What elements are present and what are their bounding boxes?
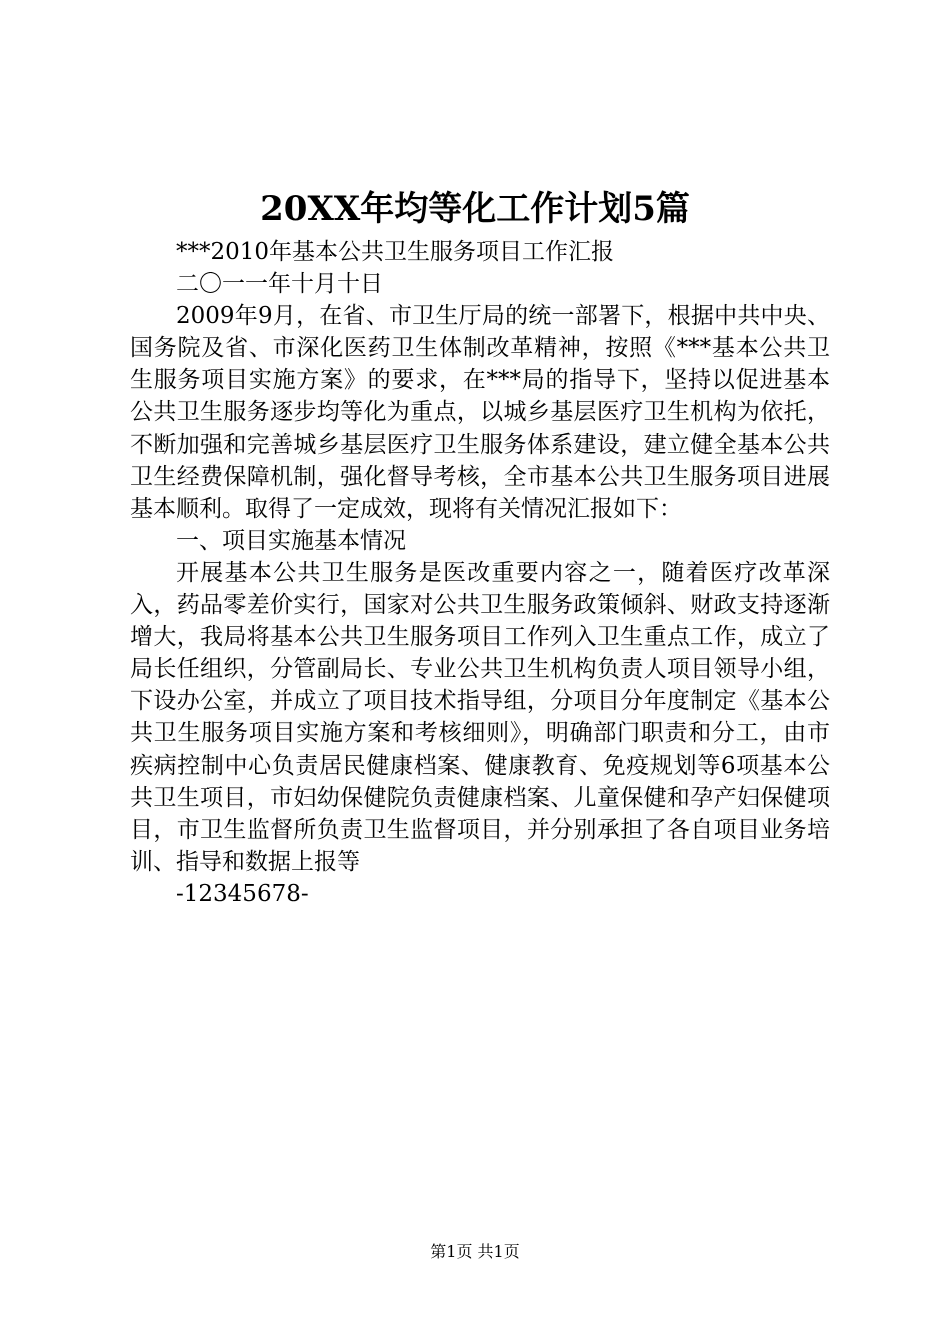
intro-paragraph: 2009年9月，在省、市卫生厅局的统一部署下，根据中共中央、国务院及省、市深化医药卫生体制改革精神，按照《***基本公共卫生服务项目实施方案》的要求，在***局的指导下，坚持以促进基本公共卫生服务逐步均等化为重点，以城乡基层医疗卫生机构为依托，不断加强和完善城乡基层医疗卫生服务体系建设，建立健全基本公共卫生经费保障机制，强化督导考核，全市基本公共卫生服务项目进展基本顺利。取得了一定成效，现将有关情况汇报如下： bbox=[130, 303, 830, 522]
page-footer: 第1页 共1页 bbox=[430, 1242, 520, 1261]
section-heading: 一、项目实施基本情况 bbox=[176, 527, 406, 554]
page-marker: -12345678- bbox=[176, 880, 309, 907]
section-paragraph: 开展基本公共卫生服务是医改重要内容之一，随着医疗改革深入，药品零差价实行，国家对公共卫生服务政策倾斜、财政支持逐渐增大，我局将基本公共卫生服务项目工作列入卫生重点工作，成立了局长任组织，分管副局长、专业公共卫生机构负责人项目领导小组，下设办公室，并成立了项目技术指导组，分项目分年度制定《基本公共卫生服务项目实施方案和考核细则》，明确部门职责和分工，由市疾病控制中心负责居民健康档案、健康教育、免疫规划等6项基本公共卫生项目，市妇幼保健院负责健康档案、儿童保健和孕产妇保健项目，市卫生监督所负责卫生监督项目，并分别承担了各自项目业务培训、指导和数据上报等 bbox=[130, 559, 830, 875]
report-date: 二〇一一年十月十日 bbox=[176, 271, 383, 298]
document-title: 20XX年均等化工作计划5篇 bbox=[260, 189, 690, 229]
report-heading: ***2010年基本公共卫生服务项目工作汇报 bbox=[176, 239, 615, 265]
document-body bbox=[130, 236, 830, 910]
